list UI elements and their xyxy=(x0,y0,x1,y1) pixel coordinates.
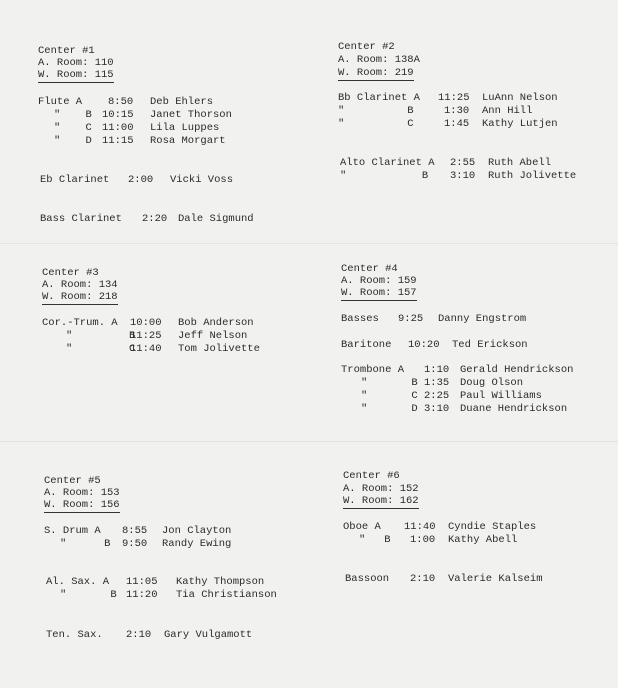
performer: Deb Ehlers xyxy=(150,96,214,108)
instrument: " C xyxy=(361,390,418,402)
instrument: Trombone A xyxy=(341,364,405,376)
performer: Kathy Thompson xyxy=(176,576,265,588)
center-title: Center #5 xyxy=(44,475,101,487)
instrument: Basses xyxy=(341,313,379,325)
performer: Lila Luppes xyxy=(150,122,220,134)
performer: Ann Hill xyxy=(482,105,533,117)
a-room: A. Room: 153 xyxy=(44,487,120,499)
instrument: " D xyxy=(361,403,418,415)
performer: Tom Jolivette xyxy=(178,343,260,355)
instrument: S. Drum A xyxy=(44,525,101,537)
center-title: Center #4 xyxy=(341,263,398,275)
performer: Janet Thorson xyxy=(150,109,232,121)
time: 11:20 xyxy=(126,589,158,601)
center-title: Center #3 xyxy=(42,267,99,279)
time: 1:00 xyxy=(410,534,436,546)
performer: Danny Engstrom xyxy=(438,313,527,325)
performer: Ruth Jolivette xyxy=(488,170,577,182)
performer: Gary Vulgamott xyxy=(164,629,253,641)
instrument: Al. Sax. A xyxy=(46,576,110,588)
instrument: " B xyxy=(361,377,418,389)
performer: Doug Olson xyxy=(460,377,524,389)
w-room: W. Room: 115 xyxy=(38,69,114,81)
instrument: " B xyxy=(54,109,92,121)
performer: Rosa Morgart xyxy=(150,135,226,147)
time: 3:10 xyxy=(424,403,450,415)
time: 2:55 xyxy=(450,157,476,169)
w-room: W. Room: 157 xyxy=(341,287,417,299)
time: 9:25 xyxy=(398,313,424,325)
time: 10:15 xyxy=(102,109,134,121)
instrument: Flute A xyxy=(38,96,83,108)
performer: LuAnn Nelson xyxy=(482,92,558,104)
time: 11:40 xyxy=(404,521,436,533)
instrument: Bb Clarinet A xyxy=(338,92,420,104)
performer: Kathy Abell xyxy=(448,534,518,546)
w-room: W. Room: 162 xyxy=(343,495,419,507)
instrument: Alto Clarinet A xyxy=(340,157,435,169)
performer: Ted Erickson xyxy=(452,339,528,351)
instrument: " D xyxy=(54,135,92,147)
time: 3:10 xyxy=(450,170,476,182)
time: 8:50 xyxy=(108,96,134,108)
performer: Valerie Kalseim xyxy=(448,573,543,585)
performer: Kathy Lutjen xyxy=(482,118,558,130)
a-room: A. Room: 152 xyxy=(343,483,419,495)
performer: Dale Sigmund xyxy=(178,213,254,225)
time: 1:35 xyxy=(424,377,450,389)
center-title: Center #1 xyxy=(38,45,95,57)
performer: Vicki Voss xyxy=(170,174,234,186)
instrument: Cor.-Trum. A xyxy=(42,317,118,329)
w-room: W. Room: 156 xyxy=(44,499,120,511)
time: 11:25 xyxy=(130,330,162,342)
performer: Jon Clayton xyxy=(162,525,232,537)
instrument: Oboe A xyxy=(343,521,381,533)
performer: Jeff Nelson xyxy=(178,330,248,342)
instrument: " C xyxy=(338,118,414,130)
time: 8:55 xyxy=(122,525,148,537)
time: 1:10 xyxy=(424,364,450,376)
time: 11:05 xyxy=(126,576,158,588)
a-room: A. Room: 159 xyxy=(341,275,417,287)
time: 1:45 xyxy=(444,118,470,130)
time: 11:15 xyxy=(102,135,134,147)
instrument: " C xyxy=(54,122,92,134)
instrument: " B xyxy=(359,534,391,546)
w-room: W. Room: 218 xyxy=(42,291,118,303)
instrument: " B xyxy=(60,538,111,550)
performer: Duane Hendrickson xyxy=(460,403,568,415)
time: 10:00 xyxy=(130,317,162,329)
performer: Bob Anderson xyxy=(178,317,254,329)
instrument: " C xyxy=(66,343,136,355)
instrument: " B xyxy=(340,170,429,182)
performer: Gerald Hendrickson xyxy=(460,364,574,376)
time: 2:25 xyxy=(424,390,450,402)
a-room: A. Room: 110 xyxy=(38,57,114,69)
performer: Randy Ewing xyxy=(162,538,232,550)
time: 2:10 xyxy=(126,629,152,641)
w-room: W. Room: 219 xyxy=(338,67,414,79)
time: 10:20 xyxy=(408,339,440,351)
a-room: A. Room: 134 xyxy=(42,279,118,291)
performer: Tia Christianson xyxy=(176,589,277,601)
center-title: Center #2 xyxy=(338,41,395,53)
instrument: " B xyxy=(60,589,117,601)
instrument: Ten. Sax. xyxy=(46,629,103,641)
time: 1:30 xyxy=(444,105,470,117)
time: 2:20 xyxy=(142,213,168,225)
performer: Cyndie Staples xyxy=(448,521,537,533)
time: 9:50 xyxy=(122,538,148,550)
instrument: Bass Clarinet xyxy=(40,213,122,225)
instrument: Baritone xyxy=(341,339,392,351)
time: 11:40 xyxy=(130,343,162,355)
performer: Ruth Abell xyxy=(488,157,552,169)
time: 2:10 xyxy=(410,573,436,585)
time: 11:00 xyxy=(102,122,134,134)
center-title: Center #6 xyxy=(343,470,400,482)
instrument: " B xyxy=(338,105,414,117)
time: 11:25 xyxy=(438,92,470,104)
instrument: Bassoon xyxy=(345,573,390,585)
instrument: Eb Clarinet xyxy=(40,174,110,186)
a-room: A. Room: 138A xyxy=(338,54,420,66)
performer: Paul Williams xyxy=(460,390,542,402)
instrument: " B xyxy=(66,330,136,342)
time: 2:00 xyxy=(128,174,154,186)
